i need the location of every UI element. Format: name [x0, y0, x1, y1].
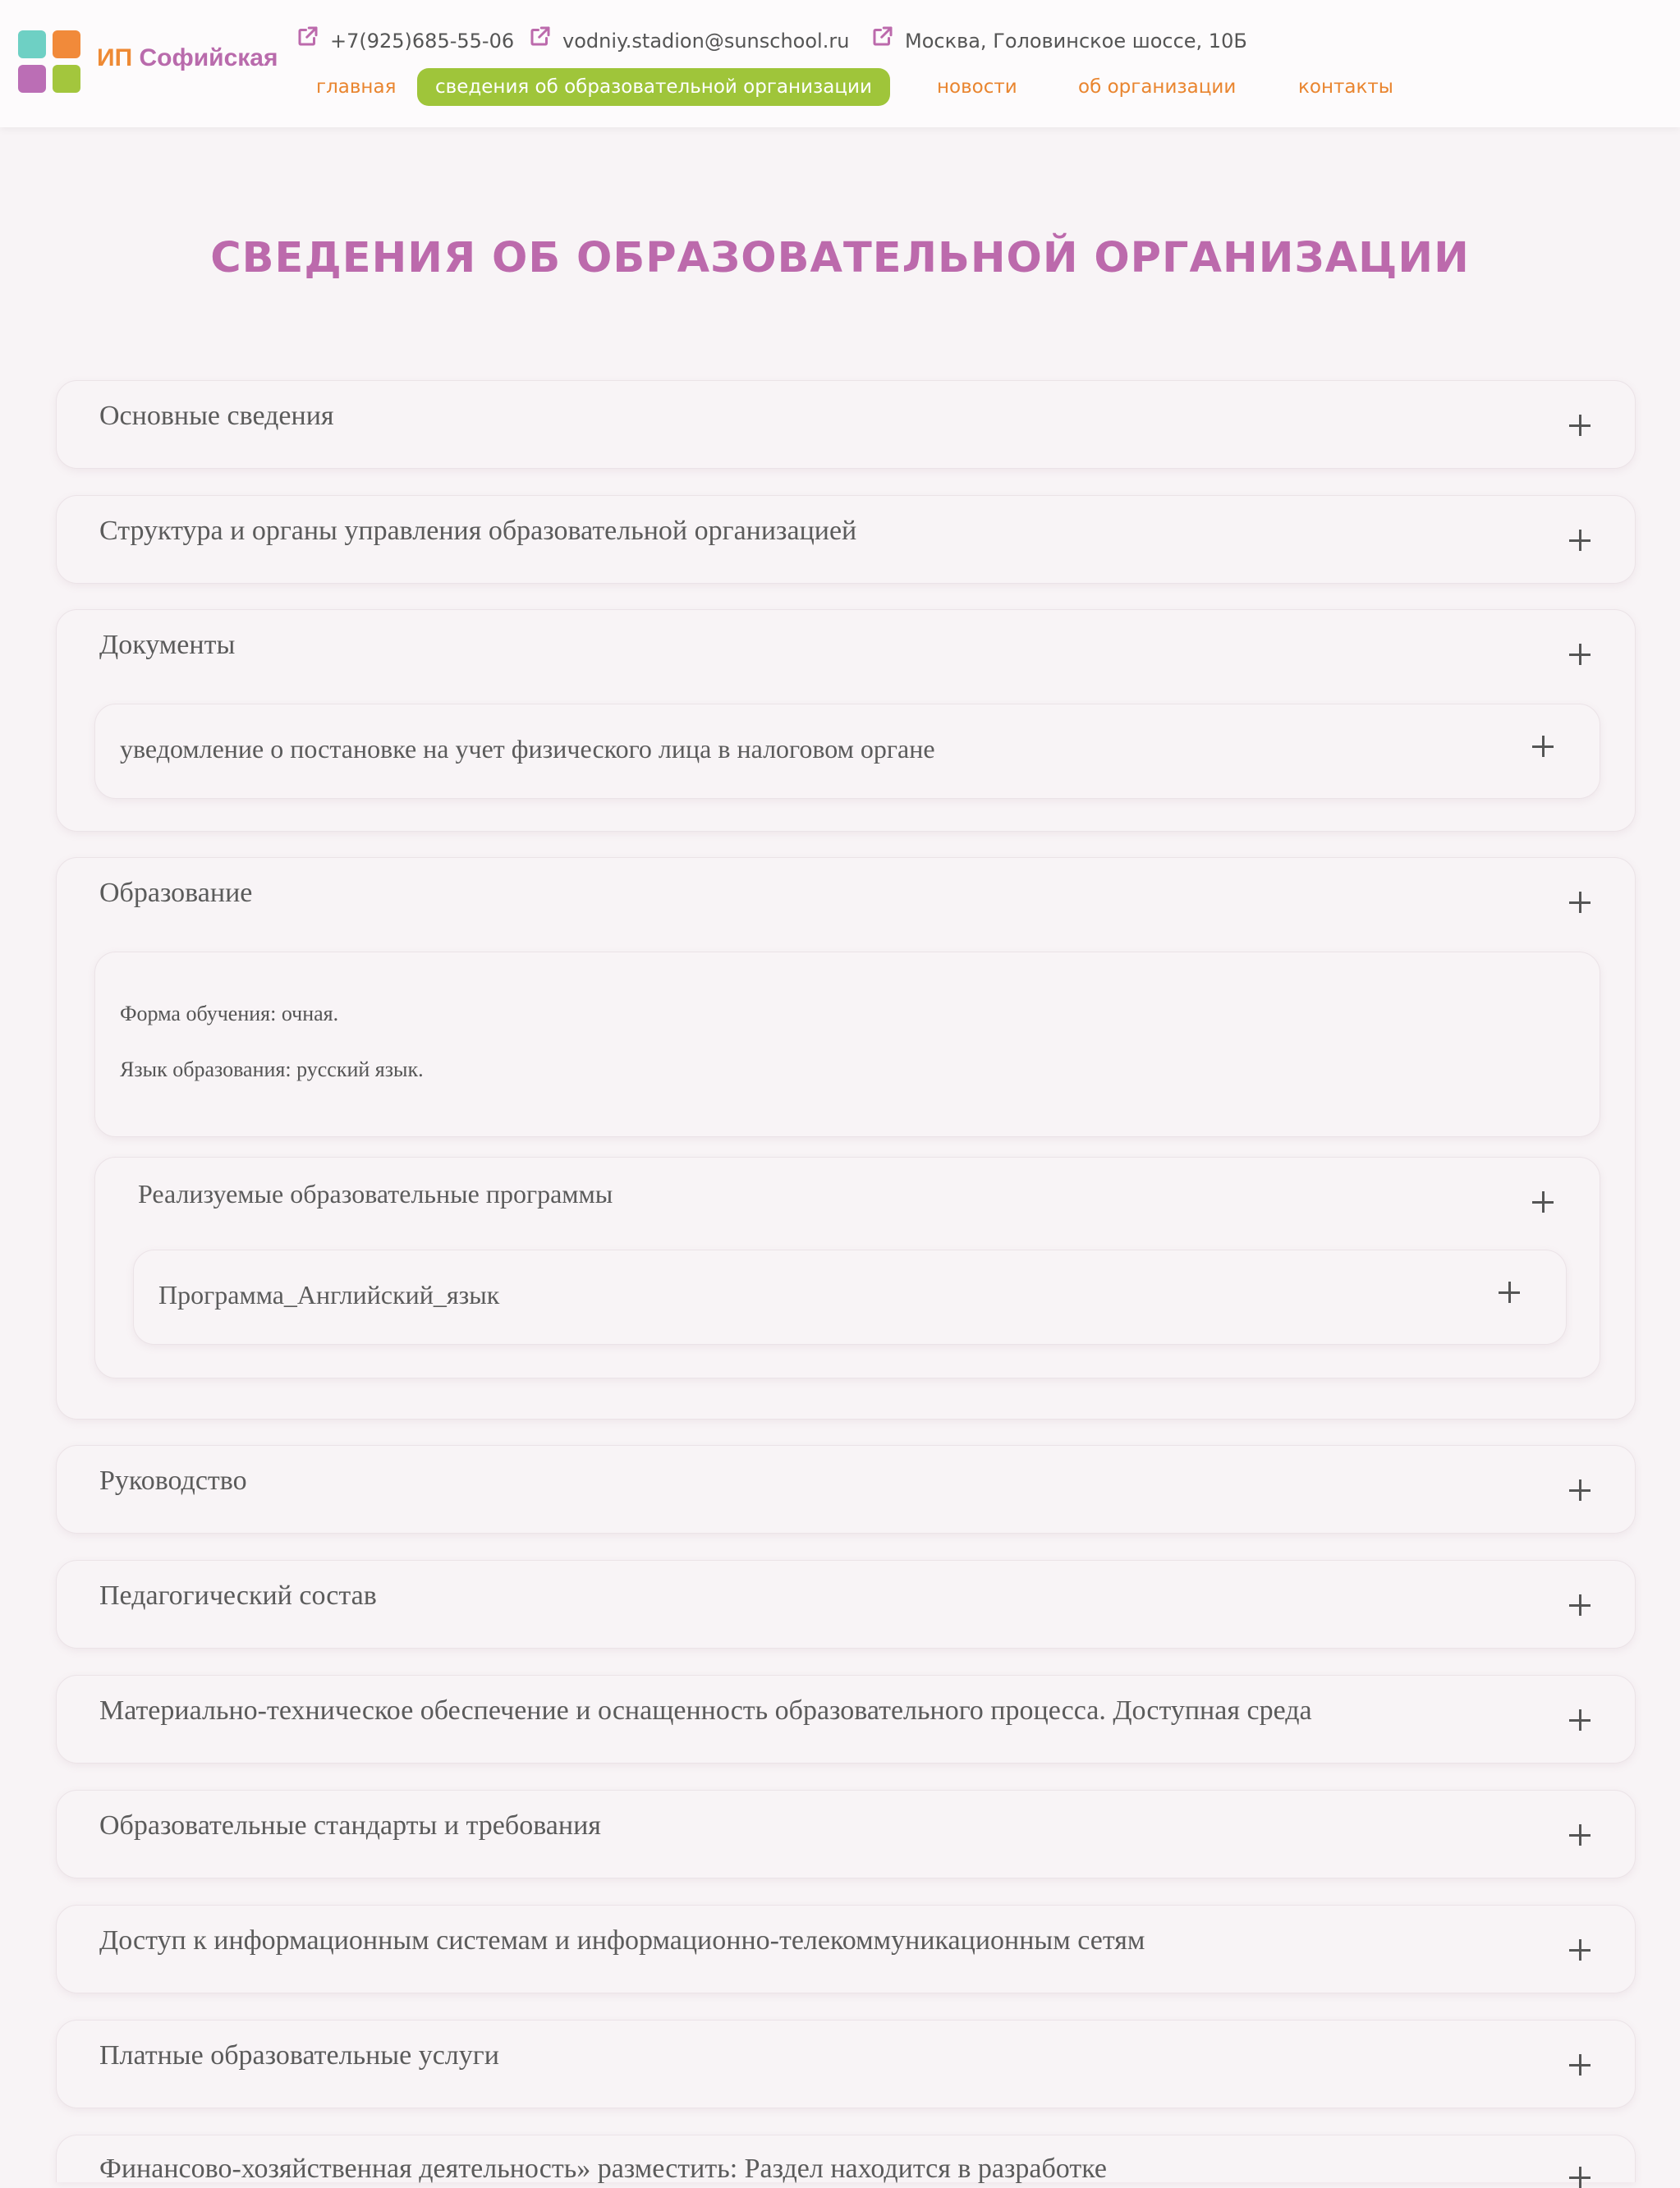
section-title: Документы — [99, 630, 236, 660]
plus-icon[interactable] — [1499, 1282, 1520, 1303]
section-title: Руководство — [99, 1466, 247, 1496]
site-header — [0, 0, 1680, 127]
section-title: Финансово-хозяйственная деятельность» разместить: Раздел находится в разработке — [99, 2154, 1107, 2184]
education-info-box — [94, 952, 1600, 1137]
plus-icon[interactable] — [1532, 1191, 1554, 1213]
address-link[interactable] — [870, 25, 1247, 57]
nav-contacts[interactable]: контакты — [1298, 76, 1393, 98]
nav-news[interactable]: новости — [937, 76, 1017, 98]
section-title: Основные сведения — [99, 401, 334, 431]
logo-text[interactable] — [97, 44, 278, 72]
document-item[interactable] — [94, 704, 1600, 799]
logo-icon[interactable] — [18, 30, 82, 94]
logo-text-ip: ИП — [97, 44, 133, 71]
phone-text: +7(925)685-55-06 — [330, 30, 515, 53]
external-link-icon — [528, 24, 553, 48]
accordion-section[interactable] — [56, 1560, 1636, 1649]
email-link[interactable] — [528, 25, 849, 57]
program-title: Программа_Английский_язык — [158, 1280, 500, 1310]
accordion-section[interactable] — [56, 609, 1636, 832]
address-text: Москва, Головинское шоссе, 10Б — [905, 30, 1247, 53]
section-title: Образование — [99, 878, 253, 908]
email-text: vodniy.stadion@sunschool.ru — [562, 30, 850, 53]
accordion-section[interactable] — [56, 1675, 1636, 1764]
document-title: уведомление о постановке на учет физического лица в налоговом органе — [120, 734, 935, 764]
section-title: Педагогический состав — [99, 1580, 377, 1611]
accordion-section[interactable] — [56, 2020, 1636, 2108]
accordion-section[interactable] — [56, 1905, 1636, 1993]
nav-education-info[interactable]: сведения об образовательной организации — [417, 68, 890, 106]
section-title: Материально-техническое обеспечение и оснащенность образовательного процесса. Доступная среда — [99, 1695, 1312, 1726]
logo-text-name: Софийская — [139, 44, 278, 71]
programs-section[interactable] — [94, 1157, 1600, 1378]
accordion-section[interactable] — [56, 380, 1636, 469]
accordion-section[interactable] — [56, 2135, 1636, 2182]
plus-icon[interactable] — [1569, 1824, 1590, 1846]
plus-icon[interactable] — [1569, 530, 1590, 551]
plus-icon[interactable] — [1569, 2054, 1590, 2076]
section-title: Платные образовательные услуги — [99, 2040, 499, 2071]
nav-home[interactable]: главная — [316, 76, 397, 98]
plus-icon[interactable] — [1532, 736, 1554, 757]
study-language-text: Язык образования: русский язык. — [120, 1057, 424, 1081]
external-link-icon — [296, 24, 320, 48]
accordion-section[interactable] — [56, 857, 1636, 1420]
section-title: Образовательные стандарты и требования — [99, 1810, 601, 1841]
plus-icon[interactable] — [1569, 1594, 1590, 1616]
accordion-section[interactable] — [56, 1445, 1636, 1534]
section-title: Структура и органы управления образовательной организацией — [99, 516, 857, 546]
page-title: СВЕДЕНИЯ ОБ ОБРАЗОВАТЕЛЬНОЙ ОРГАНИЗАЦИИ — [210, 234, 1470, 282]
programs-title: Реализуемые образовательные программы — [138, 1179, 613, 1209]
phone-link[interactable] — [296, 25, 514, 57]
study-form-text: Форма обучения: очная. — [120, 1002, 339, 1025]
section-title: Доступ к информационным системам и информационно-телекоммуникационным сетям — [99, 1925, 1145, 1956]
plus-icon[interactable] — [1569, 2167, 1590, 2188]
accordion-section[interactable] — [56, 1790, 1636, 1878]
nav-about[interactable]: об организации — [1078, 76, 1237, 98]
plus-icon[interactable] — [1569, 644, 1590, 665]
plus-icon[interactable] — [1569, 1479, 1590, 1501]
program-item[interactable] — [133, 1250, 1567, 1345]
accordion-section[interactable] — [56, 495, 1636, 584]
plus-icon[interactable] — [1569, 892, 1590, 913]
plus-icon[interactable] — [1569, 415, 1590, 436]
plus-icon[interactable] — [1569, 1709, 1590, 1731]
external-link-icon — [870, 24, 895, 48]
plus-icon[interactable] — [1569, 1939, 1590, 1961]
